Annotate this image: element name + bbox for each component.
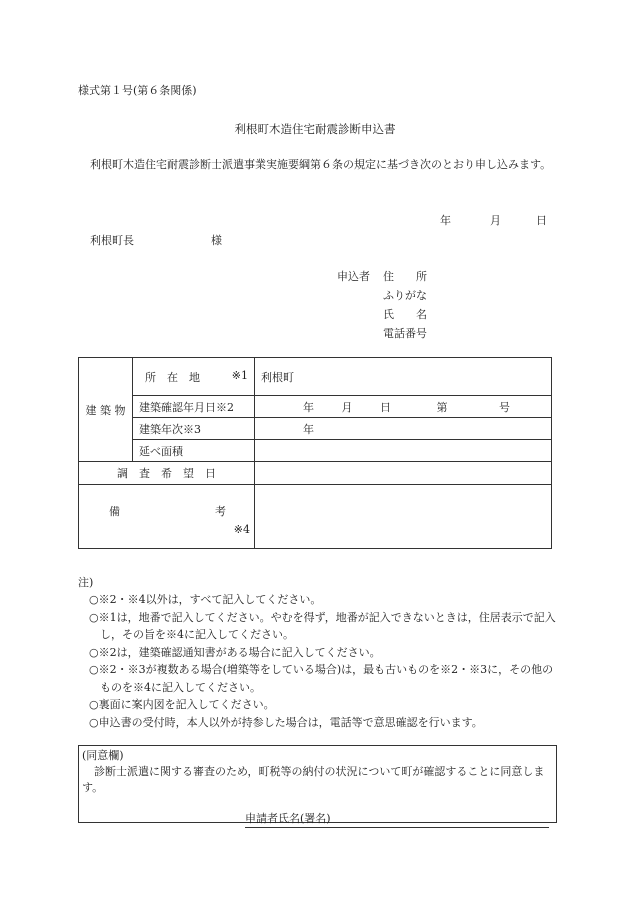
date-year: 年 [440, 214, 451, 227]
survey-date-field[interactable] [255, 462, 552, 485]
date-day: 日 [536, 214, 547, 227]
location-value[interactable]: 利根町 [255, 358, 552, 396]
remarks-label-cell [79, 485, 255, 549]
building-group-label: 建 築 物 [79, 358, 133, 462]
survey-date-label: 調 査 希 望 日 [79, 462, 255, 485]
confirm-date-label: 建築確認年月日※2 [133, 396, 255, 418]
location-label-cell [133, 358, 255, 396]
build-year-field[interactable] [255, 418, 552, 440]
note-item: ○申込書の受付時，本人以外が持参した場合は，電話等で意思確認を行います。 [89, 715, 483, 729]
signature-line[interactable] [245, 810, 549, 828]
build-year-label: 建築年次※3 [133, 418, 255, 440]
notes-list [89, 591, 559, 731]
consent-heading: (同意欄) [82, 749, 124, 762]
remarks-label-2: 考 [215, 505, 226, 518]
note-item: ○裏面に案内図を記入してください。 [89, 698, 275, 711]
applicant-name-label: 氏 名 [383, 308, 427, 321]
confirm-date-field[interactable] [255, 396, 552, 418]
build-year-unit: 年 [303, 422, 314, 436]
addressee-honorific: 様 [211, 234, 222, 247]
location-label: 所 在 地 [145, 370, 200, 384]
floor-area-label: 延べ面積 [133, 440, 255, 462]
date-line [440, 212, 547, 228]
note-item: ○※2・※4以外は，すべて記入してください。 [89, 593, 322, 606]
addressee-name: 利根町長 [90, 234, 134, 247]
addressee [90, 232, 222, 248]
form-number: 様式第１号(第６条関係) [78, 84, 197, 97]
confirm-year: 年 [303, 400, 314, 414]
intro-text: 利根町木造住宅耐震診断士派遣事業実施要綱第６条の規定に基づき次のとおり申し込みます。 [90, 158, 552, 171]
notes-heading: 注) [78, 576, 94, 589]
date-month: 月 [490, 214, 501, 227]
remarks-field[interactable] [255, 485, 552, 549]
page-title: 利根町木造住宅耐震診断申込書 [234, 122, 396, 136]
signature-label: 申請者氏名(署名) [245, 812, 331, 825]
confirm-go: 号 [499, 400, 510, 414]
building-table [78, 357, 552, 549]
confirm-day: 日 [380, 400, 391, 414]
note-item: ○※1は，地番で記入してください。やむを得ず，地番が記入できないときは，住居表示で記入し，その旨を※4に記入してください。 [89, 610, 556, 641]
applicant-label: 申込者 [337, 270, 370, 283]
note-item: ○※2・※3が複数ある場合(増築等をしている場合)は，最も古いものを※2・※3に，その他のものを※4に記入してください。 [89, 663, 554, 694]
remarks-label-1: 備 [109, 505, 120, 518]
confirm-month: 月 [341, 400, 353, 414]
applicant-phone-label: 電話番号 [383, 327, 427, 340]
remarks-note: ※4 [233, 523, 250, 536]
consent-body: 診断士派遣に関する審査のため，町税等の納付の状況について町が確認することに同意します。 [82, 765, 545, 794]
applicant-address-label: 住 所 [383, 270, 427, 283]
confirm-no: 第 [436, 400, 448, 414]
applicant-furigana-label: ふりがな [383, 289, 427, 302]
location-note: ※1 [231, 368, 248, 382]
note-item: ○※2は，建築確認通知書がある場合に記入してください。 [89, 645, 381, 659]
floor-area-field[interactable] [255, 440, 552, 462]
